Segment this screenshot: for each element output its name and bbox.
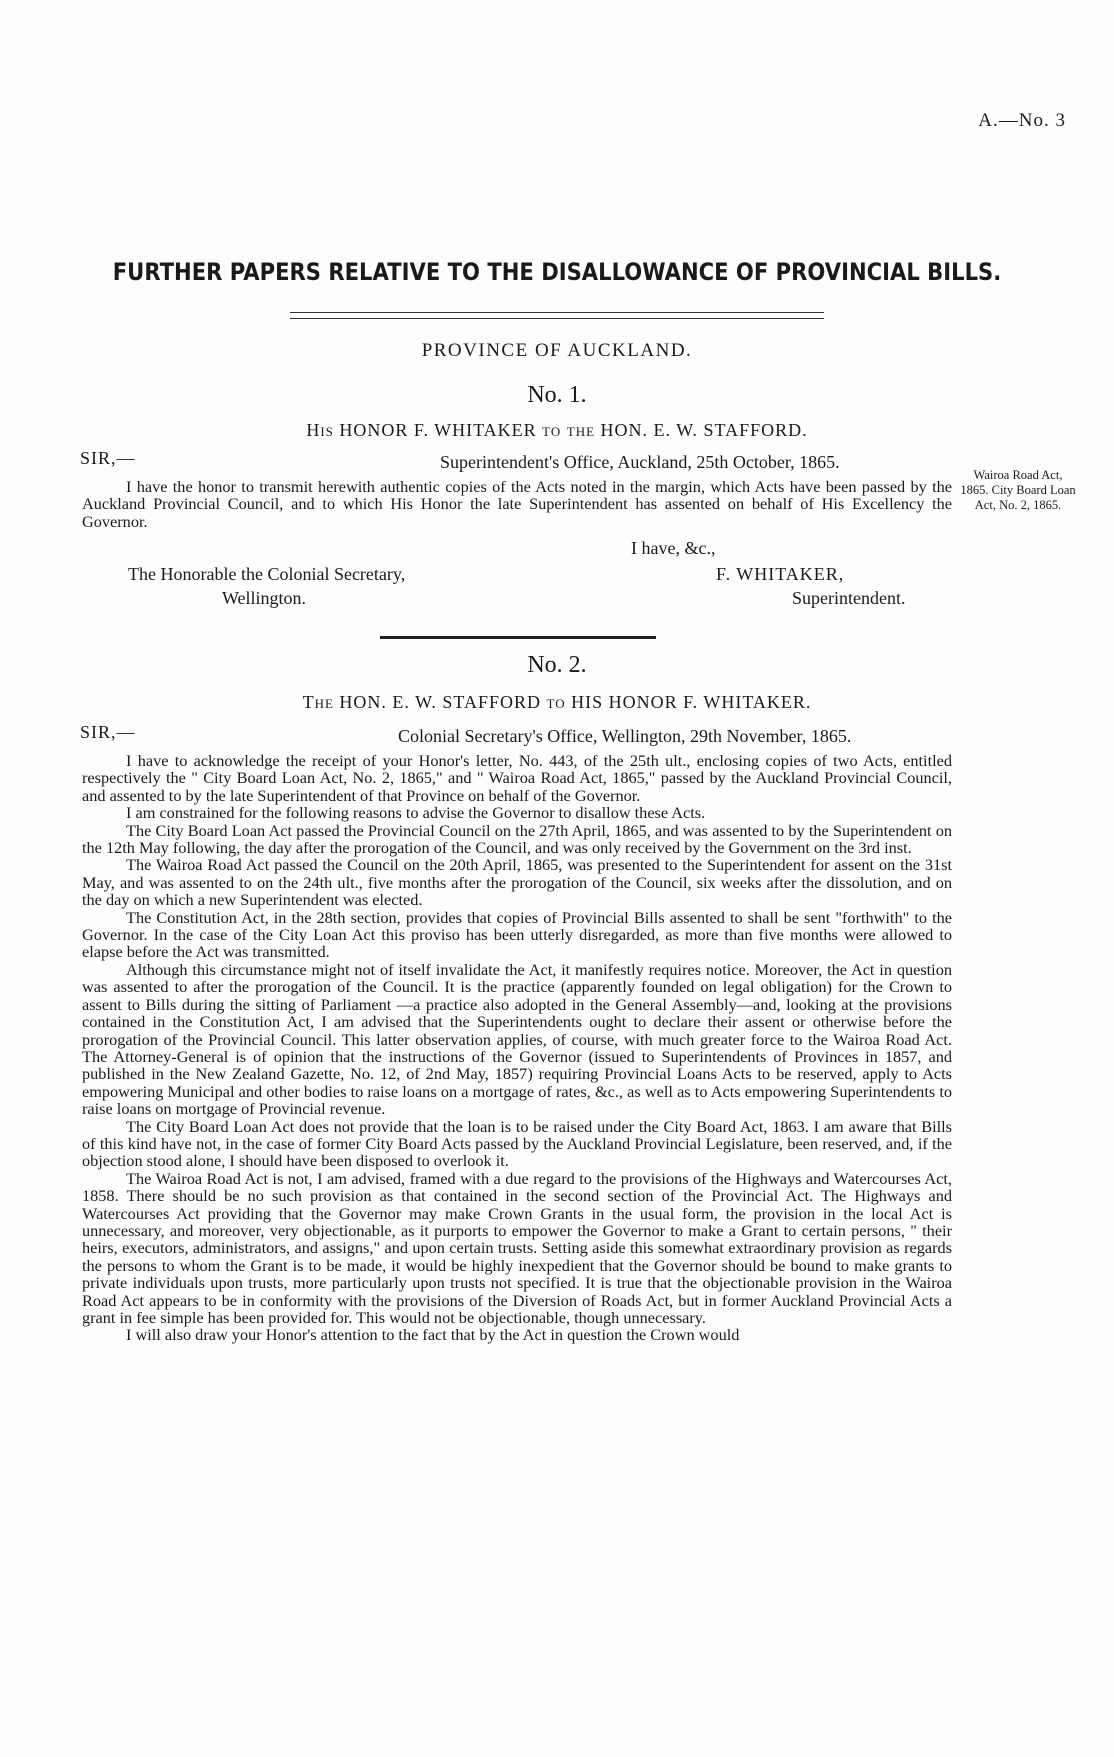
- letter-1-recipient-city: Wellington.: [222, 588, 307, 608]
- title-divider: [290, 312, 824, 319]
- letter-1-signer: F. WHITAKER,: [716, 564, 845, 584]
- letter-1-body: [82, 478, 952, 530]
- letter-1-dateline: Superintendent's Office, Auckland, 25th October, 1865.: [440, 452, 840, 472]
- letter-divider: [380, 636, 656, 639]
- letter-1-closing: I have, &c.,: [631, 538, 716, 558]
- province-heading: PROVINCE OF AUCKLAND.: [421, 340, 693, 361]
- letter-2-dateline: Colonial Secretary's Office, Wellington, 29th November, 1865.: [398, 726, 852, 746]
- letter-1-addressee: His HONOR F. WHITAKER to the HON. E. W. STAFFORD.: [306, 420, 808, 440]
- letter-2-paragraph-5: The Constitution Act, in the 28th section, provides that copies of Provincial Bills assented to shall be sent "forthwith" to the Governor. In the case of the City Loan Act this proviso has been utterly disregarded, as more than five months were allowed to elapse before the Act was transmitted.: [82, 907, 952, 962]
- letter-2-addressee: The HON. E. W. STAFFORD to HIS HONOR F. WHITAKER.: [302, 692, 812, 712]
- margin-note: Wairoa Road Act, 1865. City Board Loan Act, No. 2, 1865.: [960, 468, 1076, 512]
- page-reference: A.—No. 3: [978, 110, 1066, 131]
- letter-1-number: No. 1.: [527, 382, 587, 408]
- letter-1-salutation: SIR,—: [80, 448, 136, 468]
- letter-2-paragraph-6: Although this circumstance might not of itself invalidate the Act, it manifestly requires notice. Moreover, the Act in question was assented to after the prorogation of the Council. It is the practice (apparently founded on legal obligation) for the Crown to assent to Bills during the sitting of Parliament —a practice also adopted in the General Assembly—and, looking at the provisions contained in the Constitution Act, I am advised that the Superintendents ought to declare their assent or otherwise before the prorogation of the Provincial Council. This latter observation applies, of course, with much greater force to the Wairoa Road Act. The Attorney-General is of opinion that the instructions of the Governor (issued to Superintendents of Provinces in 1857, and published in the New Zealand Gazette, No. 12, of 2nd May, 1857) requiring Provincial Loans Acts to be reserved, apply to Acts empowering Municipal and other bodies to raise loans on a mortgage of rates, &c., as well as to Acts empowering Superintendents to raise loans on mortgage of Provincial revenue.: [82, 959, 952, 1119]
- letter-2-paragraph-9: I will also draw your Honor's attention to the fact that by the Act in question the Crown would: [126, 1325, 740, 1345]
- letter-2-paragraph-3: The City Board Loan Act passed the Provincial Council on the 27th April, 1865, and was assented to by the Superintendent on the 12th May following, the day after the prorogation of the Council, and was only received by the Government on the 3rd inst.: [82, 820, 952, 858]
- letter-1-recipient: The Honorable the Colonial Secretary,: [128, 564, 406, 584]
- letter-2-paragraph-8: The Wairoa Road Act is not, I am advised, framed with a due regard to the provisions of the Highways and Watercourses Act, 1858. There should be no such provision as that contained in the second section of the Provincial Act. The Highways and Watercourses Act providing that the Governor may make Crown Grants in the usual form, the provision in the local Act is unnecessary, and moreover, very objectionable, as it purports to empower the Governor to make a Grant to certain persons, " their heirs, executors, administrators, and assigns," and upon certain trusts. Setting aside this somewhat extraordinary provision as regards the persons to whom the Grant is to be made, it would be highly inexpedient that the Governor should be bound to make grants to private individuals upon trusts, more particularly upon trusts not specified. It is true that the objectionable provision in the Wairoa Road Act appears to be in conformity with the provisions of the Diversion of Roads Act, but in former Auckland Provincial Acts a grant in fee simple has been provided for. This would not be objectionable, though unnecessary.: [82, 1168, 952, 1327]
- letter-2-paragraph-2: I am constrained for the following reasons to advise the Governor to disallow these Acts.: [126, 803, 706, 823]
- letter-2-paragraph-4: The Wairoa Road Act passed the Council on the 20th April, 1865, was presented to the Superintendent for assent on the 31st May, and was assented to on the 24th ult., five months after the prorogation of the Council, six weeks after the dissolution, and on the day on which a new Superintendent was elected.: [82, 855, 952, 910]
- letter-1-signer-title: Superintendent.: [792, 588, 906, 608]
- letter-2-number: No. 2.: [527, 652, 587, 678]
- letter-2-body: [82, 752, 952, 1344]
- letter-2-paragraph-1: I have to acknowledge the receipt of your Honor's letter, No. 443, of the 25th ult., enclosing copies of two Acts, entitled respectively the " City Board Loan Act, No. 2, 1865," and " Wairoa Road Act, 1865," passed by the Auckland Provincial Council, and assented to by the late Superintendent of that Province on behalf of the Governor.: [82, 751, 952, 805]
- letter-2-salutation: SIR,—: [80, 722, 136, 742]
- letter-1-paragraph: I have the honor to transmit herewith authentic copies of the Acts noted in the margin, which Acts have been passed by the Auckland Provincial Council, and to which His Honor the late Superintendent has assented on behalf of His Excellency the Governor.: [82, 477, 952, 531]
- document-title: FURTHER PAPERS RELATIVE TO THE DISALLOWANCE OF PROVINCIAL BILLS.: [112, 258, 1002, 286]
- letter-2-paragraph-7: The City Board Loan Act does not provide that the loan is to be raised under the City Board Act, 1863. I am aware that Bills of this kind have not, in the case of former City Board Acts passed by the Auckland Provincial Legislature, been reserved, and, if the objection stood alone, I should have been disposed to overlook it.: [82, 1116, 952, 1171]
